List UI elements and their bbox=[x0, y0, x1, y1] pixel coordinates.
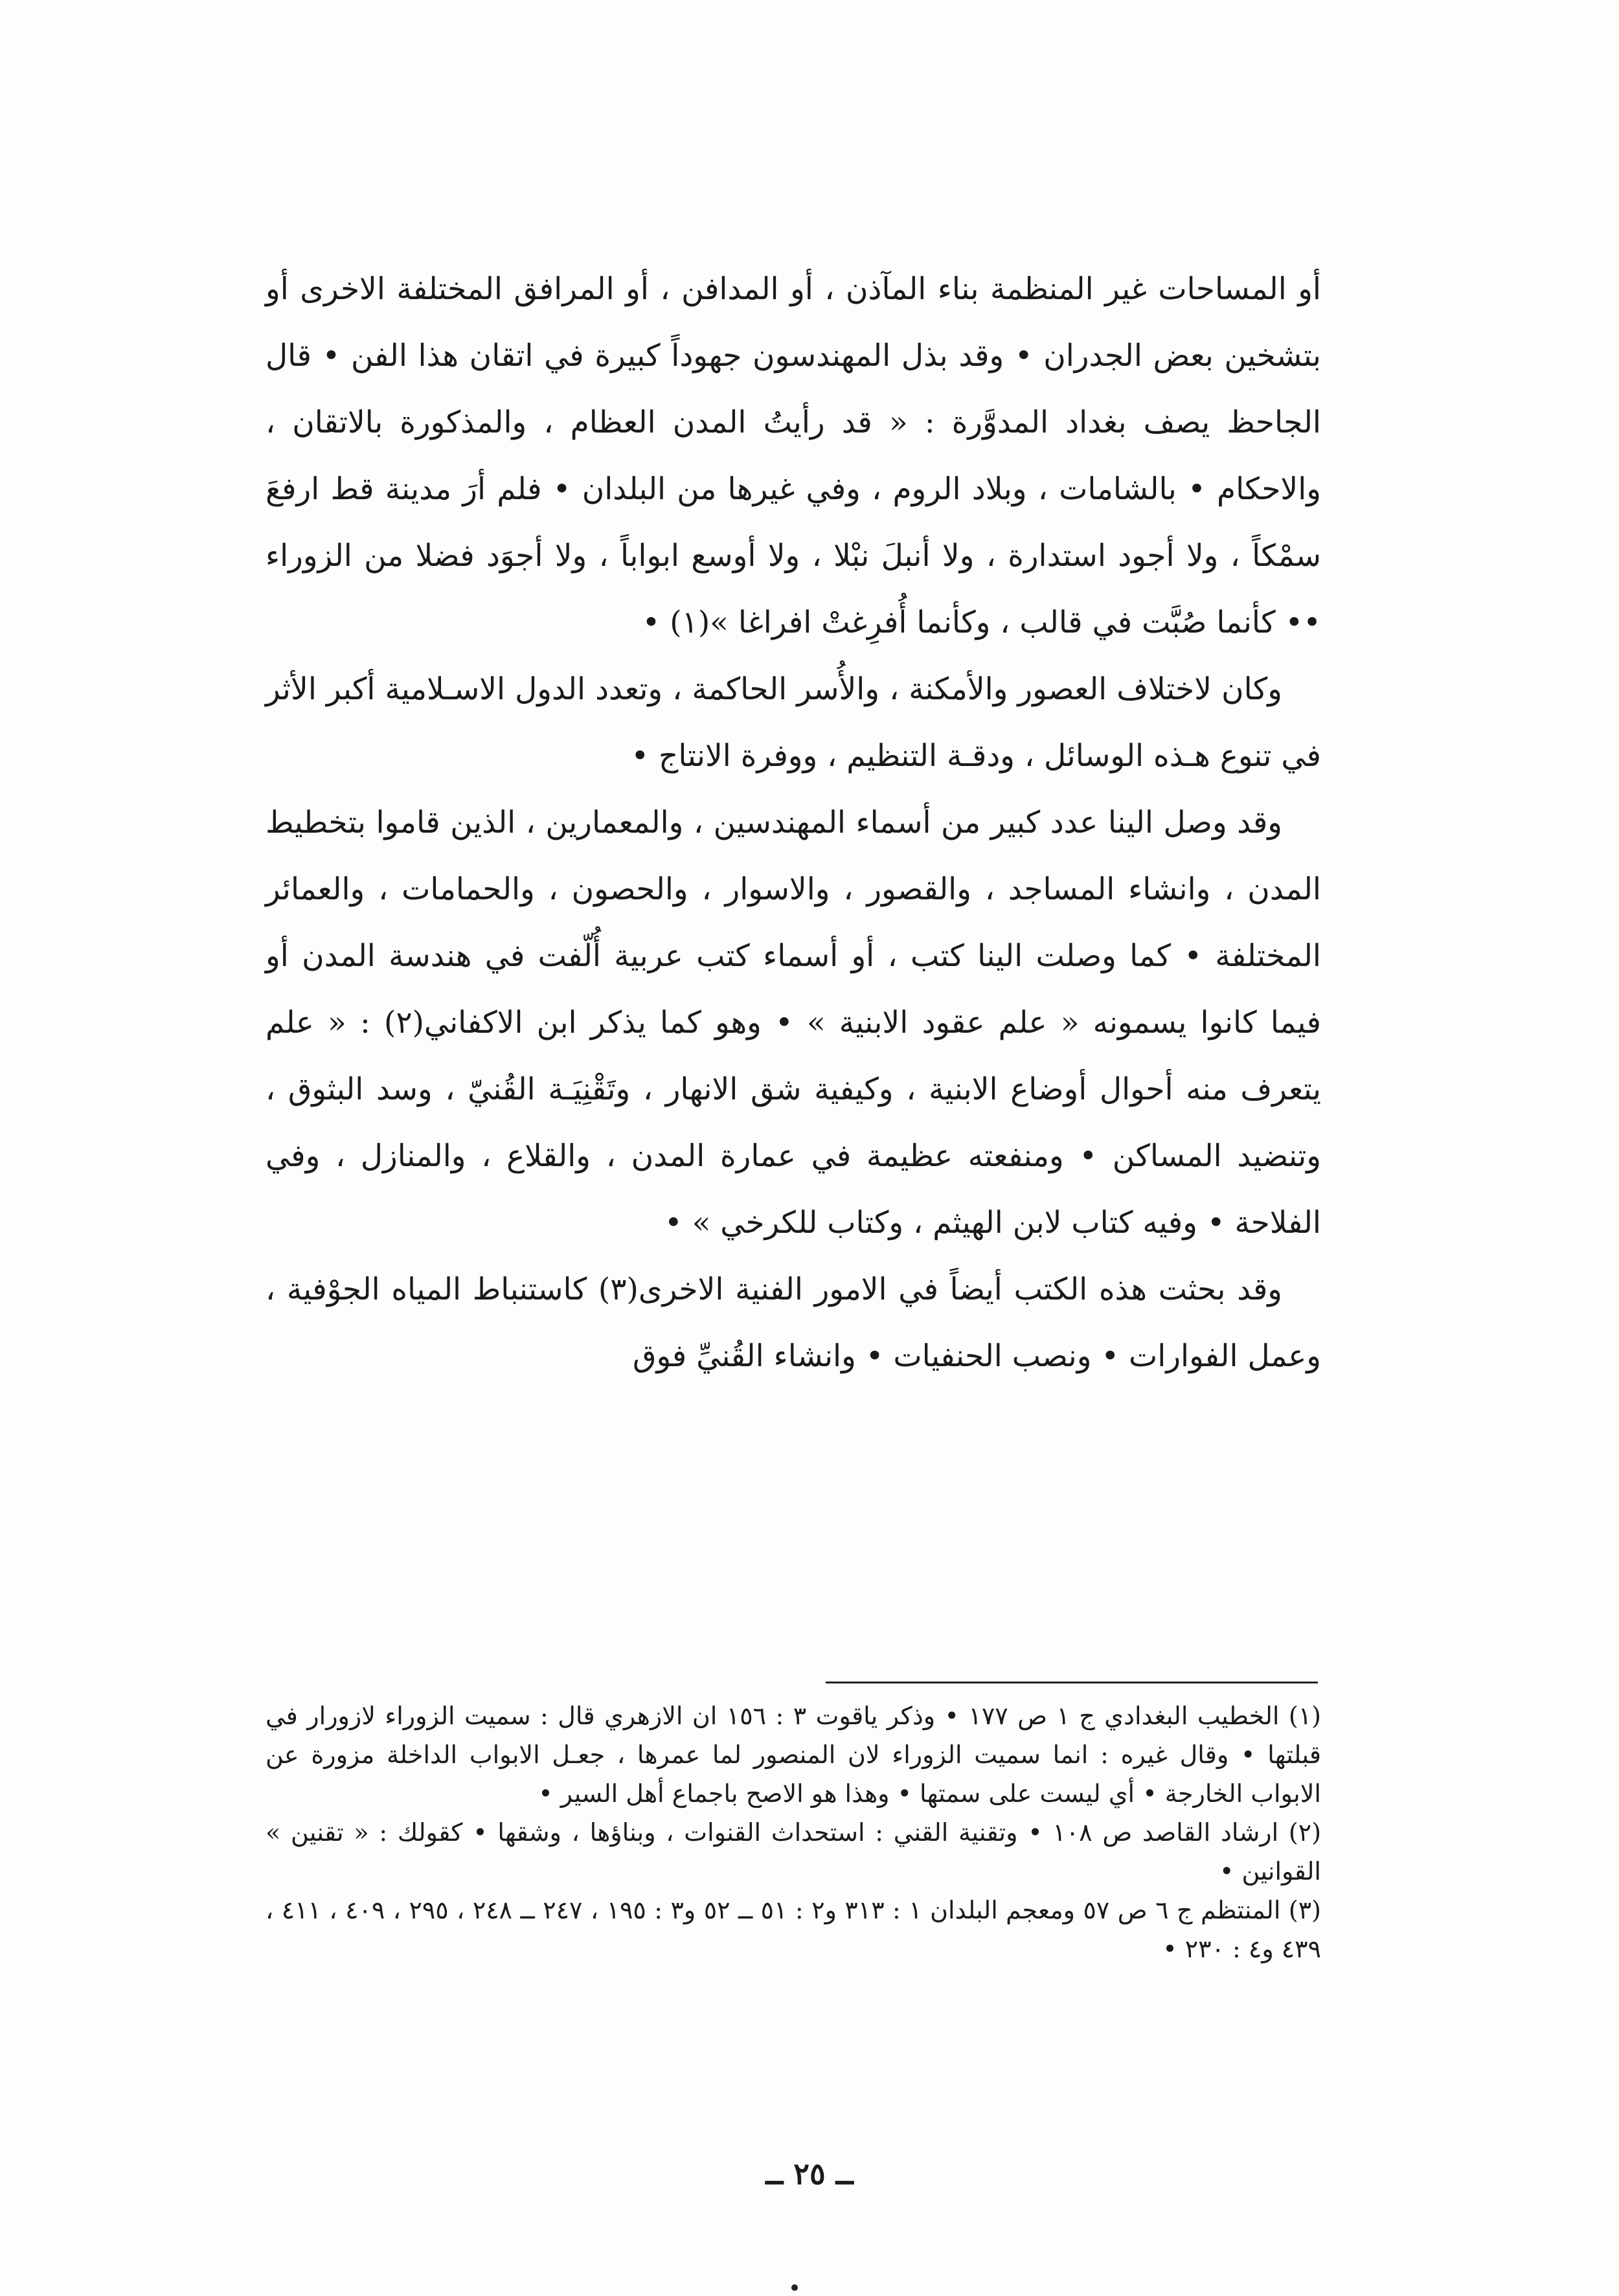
scan-speck bbox=[791, 2284, 798, 2291]
footnote-2: (٢) ارشاد القاصد ص ١٠٨ • وتقنية القني : استحداث القنوات ، وبناؤها ، وشقها • كقولك : « تقنين » القوانين • bbox=[266, 1818, 1322, 1885]
footnotes bbox=[266, 1696, 1321, 1968]
footnote-1: (١) الخطيب البغدادي ج ١ ص ١٧٧ • وذكر ياقوت ٣ : ١٥٦ ان الازهري قال : سميت الزوراء لازورار في قبلتها • وقال غيره : انما سميت الزوراء لان المنصور لما عمرها ، جعـل الابواب الداخلة مزورة عن الابواب الخارجة • أي ليست على سمتها • وهذا هو الاصح باجماع أهل السير • bbox=[266, 1702, 1321, 1808]
main-text bbox=[266, 256, 1321, 1390]
footnote-3: (٣) المنتظم ج ٦ ص ٥٧ ومعجم البلدان ١ : ٣١٣ و٢ : ٥١ ــ ٥٢ و٣ : ١٩٥ ، ٢٤٧ ــ ٢٤٨ ، ٢٩٥ ، ٤٠٩ ، ٤١١ ، ٤٣٩ و٤ : ٢٣٠ • bbox=[266, 1896, 1321, 1963]
paragraph-4: وقد بحثت هذه الكتب أيضاً في الامور الفنية الاخرى(٣) كاستنباط المياه الجوْفية ، وعمل الفوارات • ونصب الحنفيات • وانشاء القُنيِّ فوق bbox=[266, 1272, 1321, 1374]
paragraph-3: وقد وصل الينا عدد كبير من أسماء المهندسين ، والمعمارين ، الذين قاموا بتخطيط المدن ، وانشاء المساجد ، والقصور ، والاسوار ، والحصون ، والحمامات ، والعمائر المختلفة • كما وصلت الينا كتب ، أو أسماء كتب عربية أُلّفت في هندسة المدن أو فيما كانوا يسمونه « علم عقود الابنية » • وهو كما يذكر ابن الاكفاني(٢) : « علم يتعرف منه أحوال أوضاع الابنية ، وكيفية شق الانهار ، وتَقْنِيَـة القُنيّ ، وسد البثوق ، وتنضيد المساكن • ومنفعته عظيمة في عمارة المدن ، والقلاع ، والمنازل ، وفي الفلاحة • وفيه كتاب لابن الهيثم ، وكتاب للكرخي » • bbox=[266, 805, 1321, 1241]
page-number: ــ ٢٥ ــ bbox=[765, 2156, 854, 2191]
footnote-divider bbox=[826, 1682, 1318, 1683]
paragraph-2: وكان لاختلاف العصور والأمكنة ، والأُسر الحاكمة ، وتعدد الدول الاسـلامية أكبر الأثر في تنوع هـذه الوسائل ، ودقـة التنظيم ، ووفرة الانتاج • bbox=[266, 671, 1321, 774]
paragraph-1: أو المساحات غير المنظمة بناء المآذن ، أو المدافن ، أو المرافق المختلفة الاخرى أو بتشخين بعض الجدران • وقد بذل المهندسون جهوداً كبيرة في اتقان هذا الفن • قال الجاحظ يصف بغداد المدوَّرة : « قد رأيتُ المدن العظام ، والمذكورة بالاتقان ، والاحكام • بالشامات ، وبلاد الروم ، وفي غيرها من البلدان • فلم أرَ مدينة قط ارفعَ سمْكاً ، ولا أجود استدارة ، ولا أنبلَ نبْلا ، ولا أوسع ابواباً ، ولا أجوَد فضلا من الزوراء •• كأنما صُبَّت في قالب ، وكأنما أُفرِغتْ افراغا »(١) • bbox=[266, 271, 1321, 640]
